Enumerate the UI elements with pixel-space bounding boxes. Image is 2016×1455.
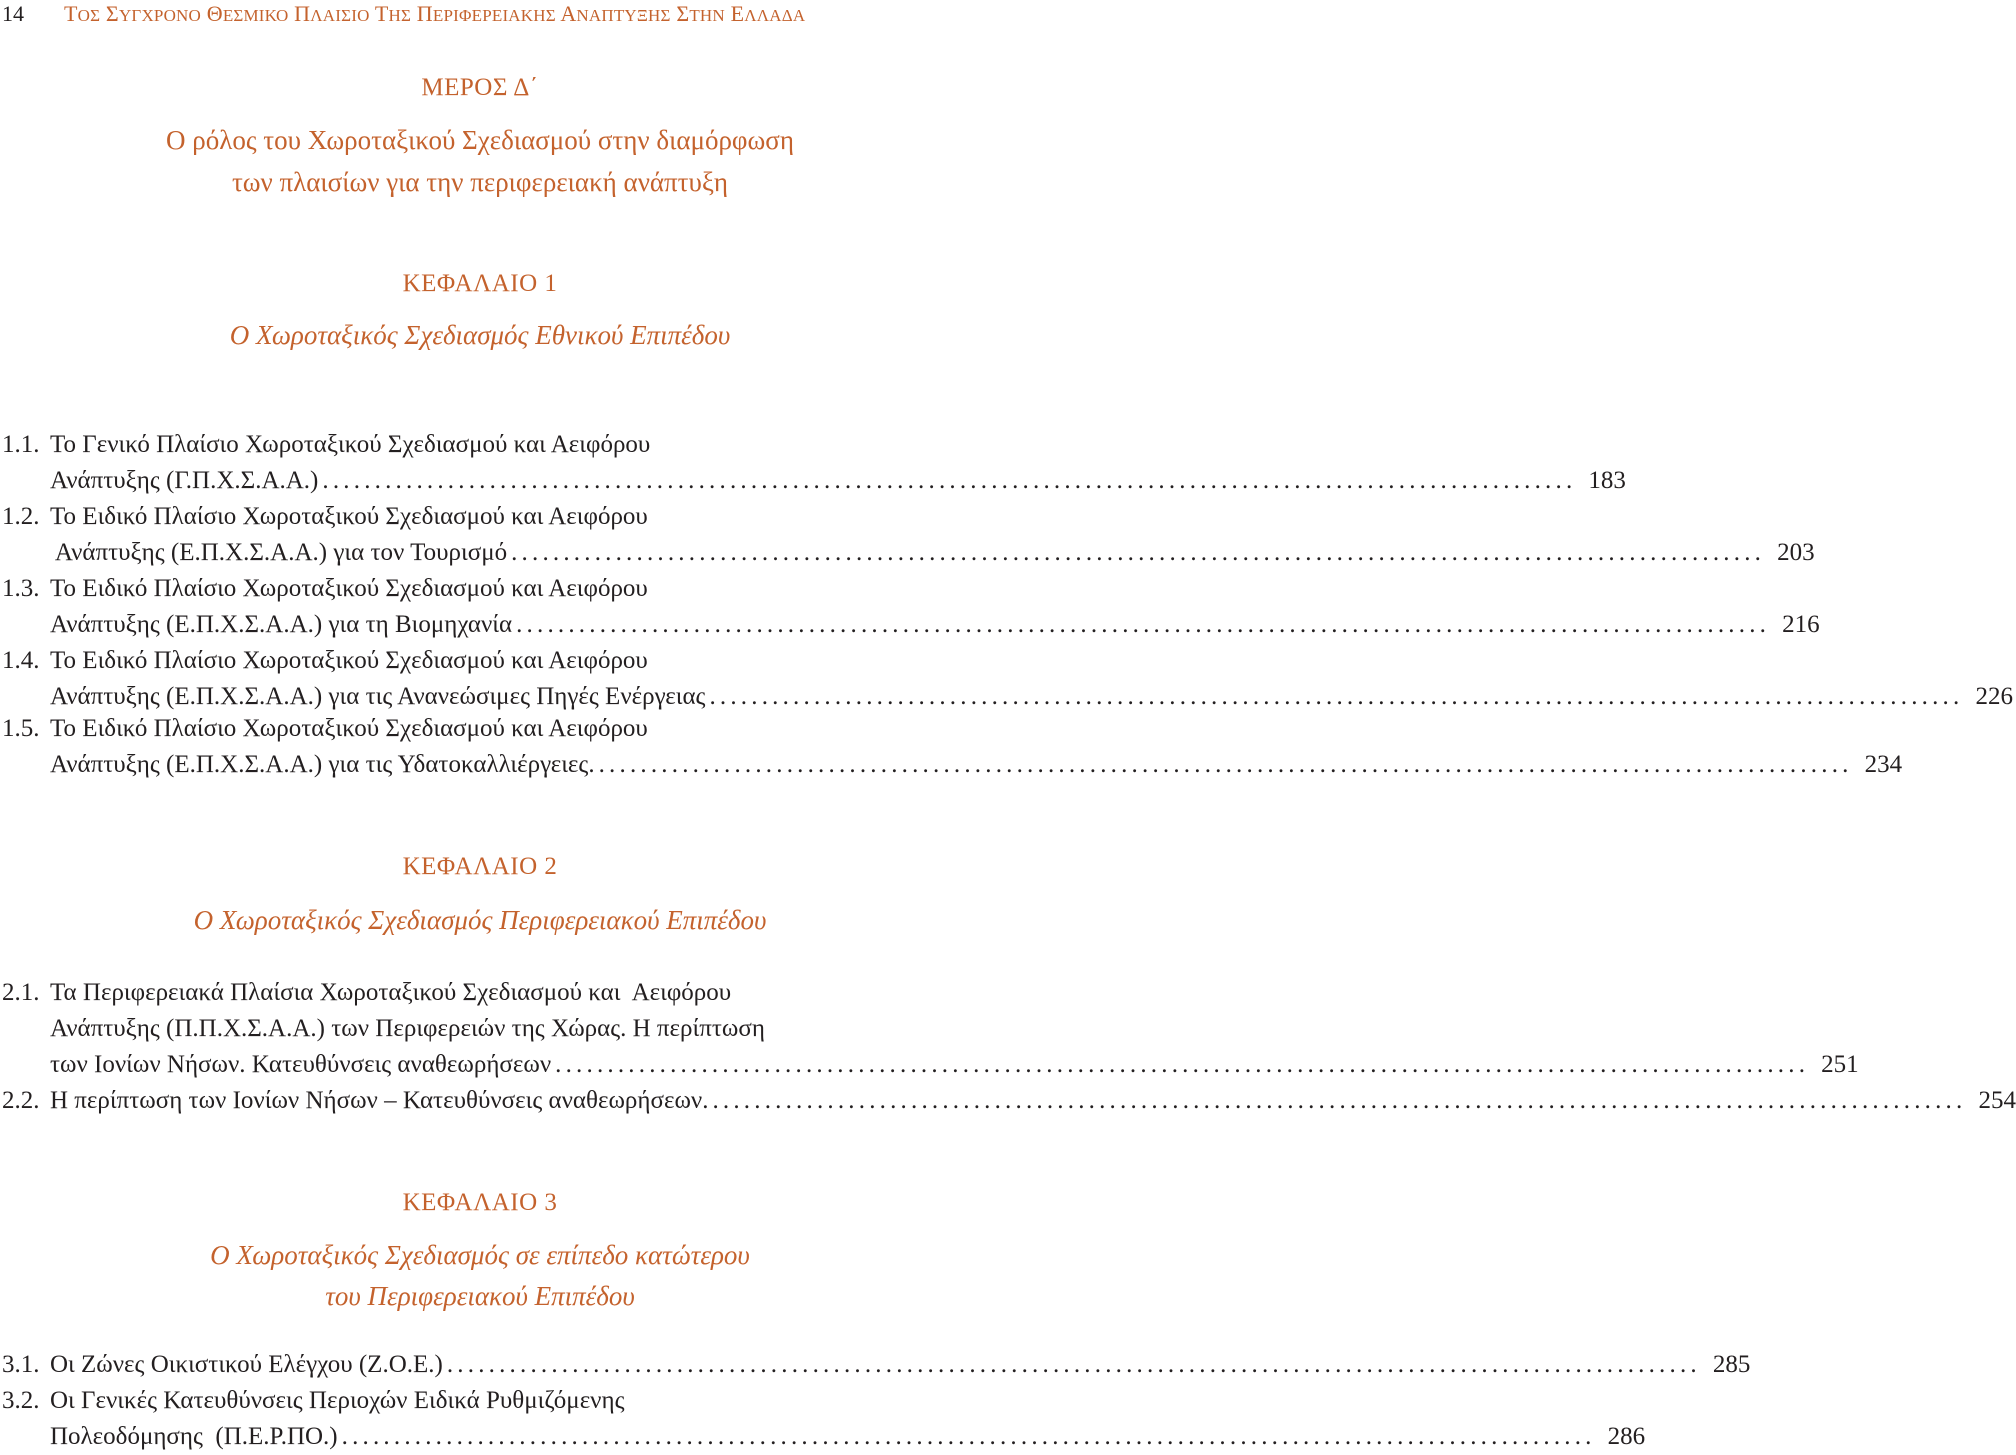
toc-leader-dots: ........................................................................................................................ (322, 467, 1577, 494)
toc-leader-dots: ........................................................................................................................ (712, 1087, 1967, 1114)
toc-entry-text: των Ιονίων Νήσων. Κατευθύνσεις αναθεωρήσεων (50, 1051, 552, 1078)
running-title-word: ΘΕΣΜΙΚΟ (206, 1, 289, 26)
toc-leader-dots: ........................................................................................................................ (341, 1423, 1596, 1450)
chapter-2-title: Ο Χωροταξικός Σχεδιασμός Περιφερειακού Επιπέδου (193, 905, 767, 935)
toc-leader-dots: ........................................................................................................................ (598, 751, 1853, 778)
running-header (2, 1, 805, 31)
toc-entry-number: 1.5. (2, 715, 40, 742)
toc-entry-number: 1.4. (2, 647, 40, 674)
running-title-word: ΣΤΗΝ (676, 1, 725, 26)
page-number: 14 (2, 1, 24, 26)
toc-entry-text: Η περίπτωση των Ιονίων Νήσων – Κατευθύνσεις αναθεωρήσεων. (50, 1087, 709, 1114)
toc-entry-number: 2.1. (2, 979, 40, 1006)
toc-leader-dots: ........................................................................................................................ (511, 539, 1766, 566)
toc-entry-2-1-line-1 (2, 975, 952, 1011)
toc-entry-1-3-line-2 (2, 607, 1820, 643)
toc-entry-text: Οι Γενικές Κατευθύνσεις Περιοχών Ειδικά Ρυθμιζόμενης (50, 1387, 625, 1414)
toc-entry-2-1-line-2 (2, 1011, 952, 1047)
toc-entry-3-2-line-1 (2, 1383, 952, 1419)
toc-entry-1-5-line-2 (2, 747, 1903, 783)
part-title-line-1: Ο ρόλος του Χωροταξικού Σχεδιασμού στην διαμόρφωση (166, 125, 794, 155)
toc-leader-dots: ........................................................................................................................ (555, 1051, 1810, 1078)
toc-entry-1-4-line-2 (2, 679, 2013, 715)
toc-entry-text: Ανάπτυξης (Ε.Π.Χ.Σ.Α.Α.) για τις Υδατοκαλλιέργειες. (50, 751, 595, 778)
part-title-line-2: των πλαισίων για την περιφερειακή ανάπτυξη (231, 167, 729, 197)
running-title-word: ΤΟΣ (64, 1, 101, 26)
toc-entry-1-3-line-1 (2, 571, 952, 607)
toc-leader-dots: ........................................................................................................................ (516, 611, 1771, 638)
toc-entry-text: Το Ειδικό Πλαίσιο Χωροταξικού Σχεδιασμού και Αειφόρου (50, 575, 648, 602)
toc-leader-dots: ........................................................................................................................ (709, 683, 1964, 710)
toc-entry-2-1-line-3 (2, 1047, 1859, 1083)
toc-entry-text: Το Ειδικό Πλαίσιο Χωροταξικού Σχεδιασμού και Αειφόρου (50, 715, 648, 742)
toc-page-number: 286 (1607, 1423, 1646, 1450)
toc-page-number: 216 (1782, 611, 1820, 638)
toc-entry-text: Ανάπτυξης (Ε.Π.Χ.Σ.Α.Α.) για τις Ανανεώσιμες Πηγές Ενέργειας (50, 683, 706, 710)
toc-page-number: 234 (1864, 751, 1903, 778)
toc-page-number: 226 (1975, 683, 2013, 710)
toc-entry-text: Το Γενικό Πλαίσιο Χωροταξικού Σχεδιασμού και Αειφόρου (50, 431, 651, 458)
chapter-1-label: ΚΕΦΑΛΑΙΟ 1 (402, 270, 558, 297)
toc-entry-1-2-line-2 (2, 535, 1815, 571)
toc-entry-number: 2.2. (2, 1087, 40, 1114)
running-title-word: ΑΝΑΠΤΥΞΗΣ (560, 1, 671, 26)
running-title-word: ΠΛΑΙΣΙΟ (294, 1, 370, 26)
toc-entry-number: 1.2. (2, 503, 40, 530)
toc-entry-number: 1.3. (2, 575, 40, 602)
toc-entry-number: 1.1. (2, 431, 40, 458)
running-title (64, 1, 805, 27)
running-title-word: ΤΗΣ (374, 1, 412, 26)
toc-page-number: 254 (1978, 1087, 2016, 1114)
chapter-1-title: Ο Χωροταξικός Σχεδιασμός Εθνικού Επιπέδου (229, 320, 731, 350)
running-title-word: ΠΕΡΙΦΕΡΕΙΑΚΗΣ (416, 1, 556, 26)
toc-leader-dots: ........................................................................................................................ (446, 1351, 1701, 1378)
toc-entry-text: Τα Περιφερειακά Πλαίσια Χωροταξικού Σχεδιασμού και Αειφόρου (50, 979, 732, 1006)
part-label: ΜΕΡΟΣ Δ΄ (421, 74, 539, 101)
toc-entry-1-4-line-1 (2, 643, 952, 679)
toc-page-number: 251 (1821, 1051, 1859, 1078)
toc-page-number: 183 (1588, 467, 1626, 494)
toc-entry-text: Ανάπτυξης (Ε.Π.Χ.Σ.Α.Α.) για τη Βιομηχανία (50, 611, 513, 638)
toc-entry-3-1-line-1 (2, 1347, 1751, 1383)
toc-entry-3-2-line-2 (2, 1419, 1646, 1455)
toc-entry-2-2-line-1 (2, 1083, 2016, 1119)
toc-entry-1-1-line-2 (2, 463, 1626, 499)
toc-entry-text: Οι Ζώνες Οικιστικού Ελέγχου (Ζ.Ο.Ε.) (50, 1351, 443, 1378)
toc-entry-1-2-line-1 (2, 499, 952, 535)
chapter-3-title-line-2: του Περιφερειακού Επιπέδου (325, 1281, 635, 1311)
toc-entry-text: Το Ειδικό Πλαίσιο Χωροταξικού Σχεδιασμού και Αειφόρου (50, 503, 648, 530)
chapter-3-label: ΚΕΦΑΛΑΙΟ 3 (402, 1189, 558, 1216)
chapter-3-title-line-1: Ο Χωροταξικός Σχεδιασμός σε επίπεδο κατώτερου (210, 1240, 750, 1270)
toc-entry-text: Ανάπτυξης (Π.Π.Χ.Σ.Α.Α.) των Περιφερειών της Χώρας. Η περίπτωση (50, 1015, 765, 1042)
toc-entry-text: Ανάπτυξης (Ε.Π.Χ.Σ.Α.Α.) για τον Τουρισμό (50, 539, 508, 566)
toc-entry-1-1-line-1 (2, 427, 952, 463)
toc-entry-text: Πολεοδόμησης (Π.Ε.Ρ.ΠΟ.) (50, 1423, 338, 1450)
running-title-word: ΣΥΓΧΡΟΝΟ (105, 1, 202, 26)
toc-entry-text: Το Ειδικό Πλαίσιο Χωροταξικού Σχεδιασμού και Αειφόρου (50, 647, 648, 674)
chapter-2-label: ΚΕΦΑΛΑΙΟ 2 (402, 853, 558, 880)
running-title-word: ΕΛΛΑΔΑ (730, 1, 806, 26)
toc-entry-number: 3.1. (2, 1351, 40, 1378)
toc-entry-1-5-line-1 (2, 711, 952, 747)
toc-entry-number: 3.2. (2, 1387, 40, 1414)
toc-page-number: 285 (1712, 1351, 1751, 1378)
toc-page-number: 203 (1777, 539, 1815, 566)
toc-entry-text: Ανάπτυξης (Γ.Π.Χ.Σ.Α.Α.) (50, 467, 319, 494)
